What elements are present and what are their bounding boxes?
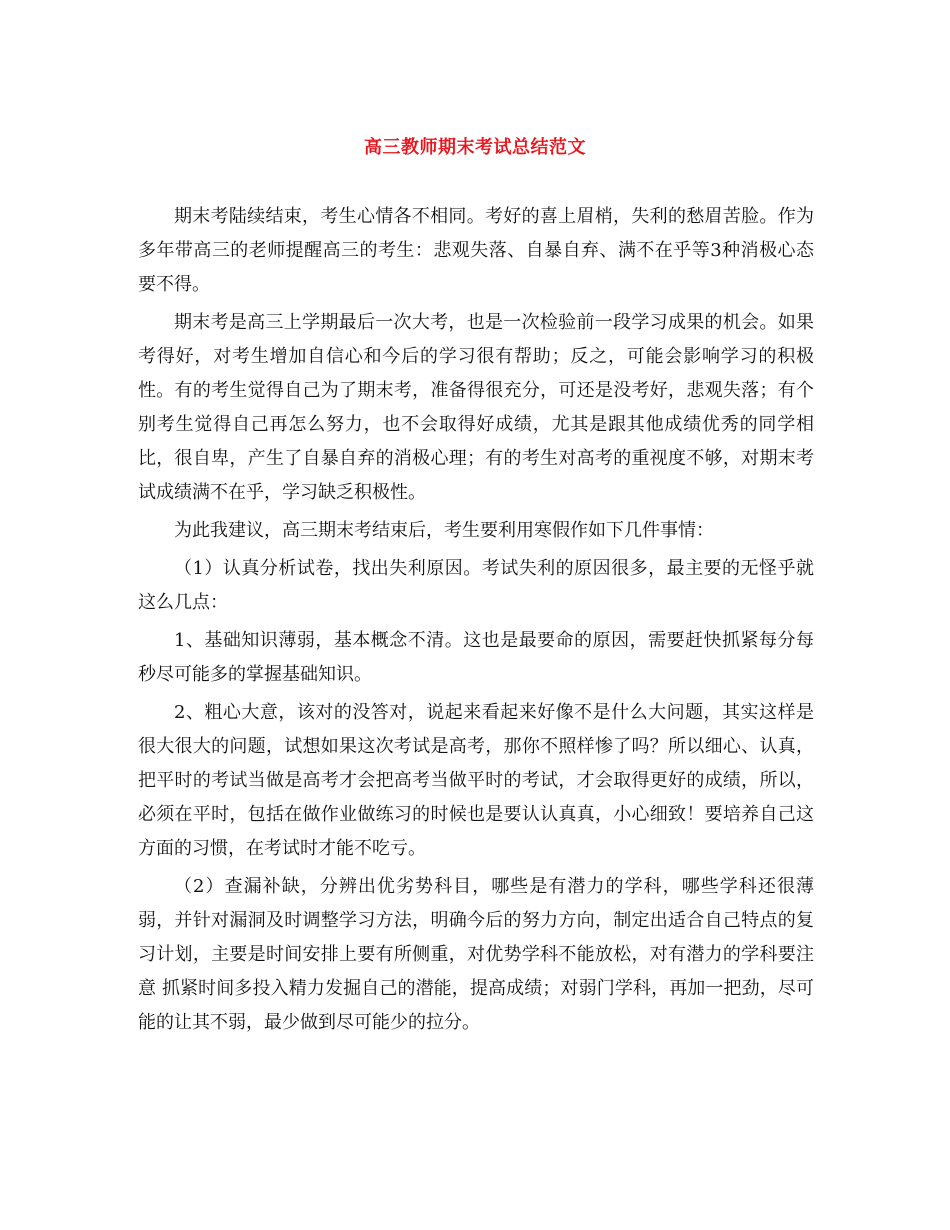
paragraph-item-1: （1）认真分析试卷，找出失利原因。考试失利的原因很多，最主要的无怪乎就这么几点： (138, 558, 814, 613)
paragraph-intro: 期末考陆续结束，考生心情各不相同。考好的喜上眉梢，失利的愁眉苦脸。作为多年带高三的老师提醒高三的考生：悲观失落、自暴自弃、满不在乎等3种消极心态要不得。 (138, 206, 814, 295)
paragraph-point-2: 2、粗心大意，该对的没答对，说起来看起来好像不是什么大问题，其实这样是很大很大的问题，试想如果这次考试是高考，那你不照样惨了吗？所以细心、认真，把平时的考试当做是高考才会把高考当做平时的考试，才会取得更好的成绩，所以，必须在平时，包括在做作业做练习的时候也是要认认真真，小心细致！要培养自己这方面的习惯，在考试时才能不吃亏。 (138, 702, 814, 859)
paragraph-point-1: 1、基础知识薄弱，基本概念不清。这也是最要命的原因，需要赶快抓紧每分每秒尽可能多的掌握基础知识。 (138, 630, 814, 685)
paragraph-analysis: 期末考是高三上学期最后一次大考，也是一次检验前一段学习成果的机会。如果考得好，对考生增加自信心和今后的学习很有帮助；反之，可能会影响学习的积极性。有的考生觉得自己为了期末考，准备得很充分，可还是没考好，悲观失落；有个别考生觉得自己再怎么努力，也不会取得好成绩，尤其是跟其他成绩优秀的同学相比，很自卑，产生了自暴自弃的消极心理；有的考生对高考的重视度不够，对期末考试成绩满不在乎，学习缺乏积极性。 (138, 312, 814, 503)
document-title: 高三教师期末考试总结范文 (364, 137, 586, 158)
paragraph-item-2: （2）查漏补缺，分辨出优劣势科目，哪些是有潜力的学科，哪些学科还很薄弱，并针对漏洞及时调整学习方法，明确今后的努力方向，制定出适合自己特点的复习计划，主要是时间安排上要有所侧重，对优势学科不能放松，对有潜力的学科要注意 抓紧时间多投入精力发掘自己的潜能，提高成绩；对弱门学科，再加一把劲，尽可能的让其不弱，最少做到尽可能少的拉分。 (138, 876, 814, 1033)
paragraph-suggestion-lead: 为此我建议，高三期末考结束后，考生要利用寒假作如下几件事情： (174, 520, 714, 541)
document-body (138, 200, 814, 1044)
